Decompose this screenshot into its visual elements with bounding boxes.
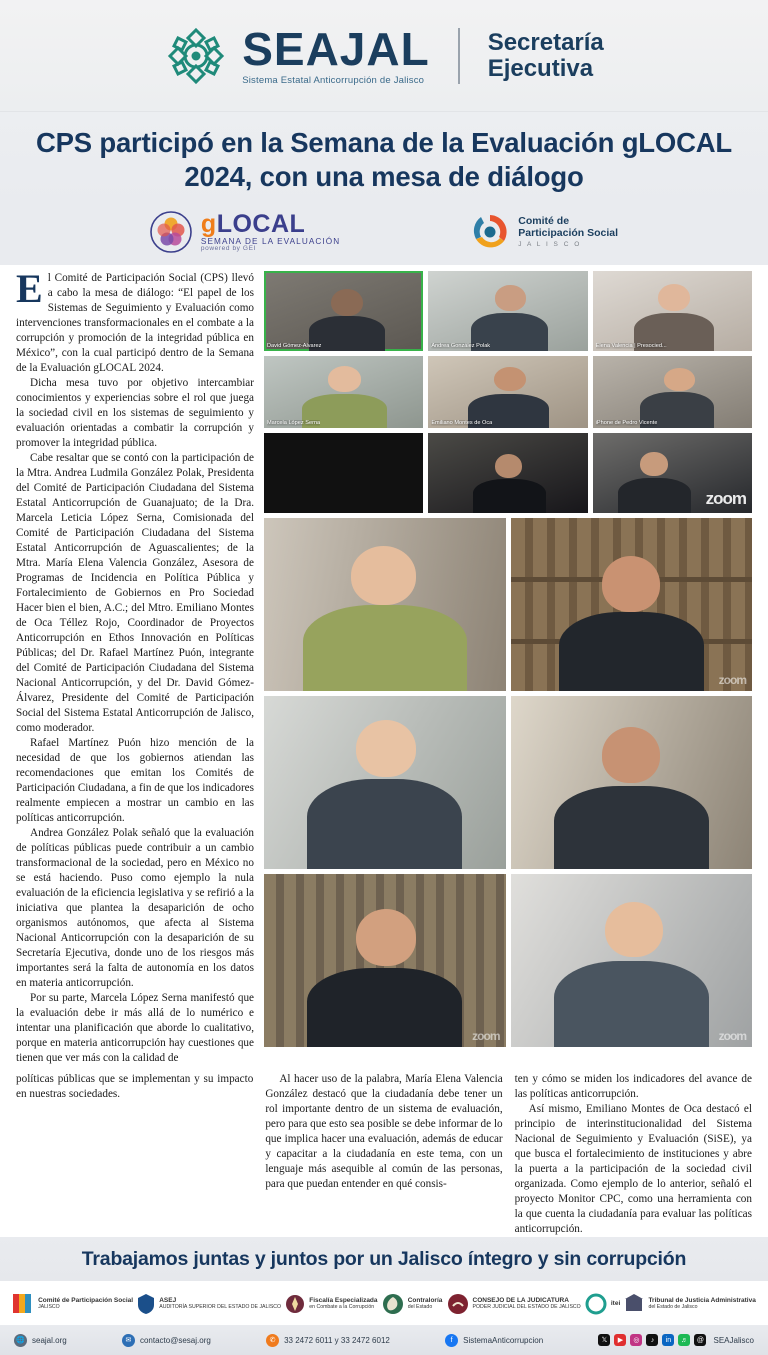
contraloria-logo bbox=[382, 1293, 443, 1315]
bottom-col-2 bbox=[265, 1072, 502, 1237]
seajal-mandala-icon bbox=[164, 24, 228, 88]
video-frame-5 bbox=[428, 356, 587, 428]
secretaria-line-2: Ejecutiva bbox=[487, 54, 594, 82]
zoom-tile-1-name: David Gómez-Álvarez bbox=[267, 343, 322, 350]
tiktok-icon[interactable]: ♪ bbox=[646, 1334, 658, 1346]
seajal-logo bbox=[164, 24, 604, 88]
media-column bbox=[264, 271, 752, 1066]
social-links[interactable] bbox=[598, 1334, 753, 1346]
contact-email[interactable] bbox=[122, 1334, 211, 1347]
website-text: seajal.org bbox=[32, 1335, 67, 1345]
globe-icon: 🌐 bbox=[14, 1334, 27, 1347]
article-paragraph-2: Dicha mesa tuvo por objetivo intercambiar conocimientos y experiencias sobre el rol que juega la sociedad civil en los sistemas de seguimiento y evaluación orientadas a combatir la corrupción y promover la integridad pública. bbox=[16, 377, 254, 450]
institution-logos bbox=[0, 1281, 768, 1325]
article-bottom-columns bbox=[0, 1066, 768, 1237]
zoom-tile-2-name: Andrea González Polak bbox=[431, 343, 491, 350]
asej-icon bbox=[137, 1293, 155, 1315]
participant-shot-6[interactable] bbox=[511, 874, 753, 1047]
bottom-col-3 bbox=[515, 1072, 752, 1237]
contact-bar bbox=[0, 1325, 768, 1355]
zoom-tile-4-name: Marcela López Serna bbox=[267, 420, 321, 427]
contraloria-sub: del Estado bbox=[407, 1303, 433, 1310]
brand-name: SEAJAL bbox=[242, 22, 430, 75]
itei-logo bbox=[585, 1293, 620, 1315]
shot-6-scene bbox=[511, 874, 753, 1047]
cps-logo bbox=[470, 212, 618, 252]
article-paragraph-1-text: l Comité de Participación Social (CPS) llevó a cabo la mesa de diálogo: “El papel de los Sistemas de Seguimiento y Evaluación como intervenciones transformacionales en el combate a la corrupción y promoción de la integridad pública en México”, con la cual participó dentro de la Semana de la Evaluación gLOCAL 2024. bbox=[16, 272, 254, 375]
asej-sub: AUDITORÍA SUPERIOR DEL ESTADO DE JALISCO bbox=[159, 1303, 282, 1310]
phone-icon: ✆ bbox=[266, 1334, 279, 1347]
seajal-wordmark bbox=[242, 22, 430, 86]
instagram-icon[interactable]: ◎ bbox=[630, 1334, 642, 1346]
spotify-icon[interactable]: ♬ bbox=[678, 1334, 690, 1346]
article-paragraph-6: Por su parte, Marcela López Serna manifestó que la evaluación debe ir más allá de lo numérico e intentar una planificación que aborde lo cualitativo, porque en materia anticorrupción hay cuestiones que tienen que ver más con la calidad de bbox=[16, 992, 254, 1065]
itei-name: itei bbox=[610, 1300, 621, 1308]
shot-4-scene bbox=[511, 696, 753, 869]
zoom-tile-3[interactable] bbox=[593, 271, 752, 351]
cps-jalisco-icon bbox=[12, 1292, 34, 1316]
video-frame-6 bbox=[593, 356, 752, 428]
glocal-wordmark bbox=[201, 211, 340, 253]
shot-1-scene bbox=[264, 518, 506, 691]
sub-logos-band bbox=[0, 203, 768, 265]
participant-screenshots bbox=[264, 518, 752, 1047]
consejo-name: CONSEJO DE LA JUDICATURA bbox=[472, 1297, 569, 1305]
fiscalia-name: Fiscalía Especializada bbox=[309, 1297, 378, 1305]
consejo-judicatura-logo bbox=[447, 1293, 581, 1315]
shot-5-scene bbox=[264, 874, 506, 1047]
page-title: CPS participó en la Semana de la Evaluación gLOCAL 2024, con una mesa de diálogo bbox=[35, 127, 733, 192]
article-column-left bbox=[16, 266, 254, 1066]
page-footer bbox=[0, 1237, 768, 1355]
zoom-watermark-grid: zoom bbox=[705, 489, 746, 509]
zoom-tile-2[interactable] bbox=[428, 271, 587, 351]
page-header bbox=[0, 0, 768, 112]
shot-2-watermark: zoom bbox=[718, 673, 746, 688]
cps-wordmark bbox=[518, 215, 618, 249]
glocal-title: gLOCAL bbox=[200, 210, 306, 239]
zoom-tile-9[interactable] bbox=[593, 433, 752, 513]
linkedin-icon[interactable]: in bbox=[662, 1334, 674, 1346]
zoom-tile-8[interactable] bbox=[428, 433, 587, 513]
glocal-logo bbox=[150, 211, 340, 253]
itei-icon bbox=[585, 1293, 607, 1315]
facebook-icon: f bbox=[445, 1334, 458, 1347]
mail-icon: ✉ bbox=[122, 1334, 135, 1347]
tribunal-name: Tribunal de Justicia Administrativa bbox=[648, 1297, 756, 1305]
email-text: contacto@sesaj.org bbox=[139, 1335, 211, 1345]
cps-jalisco-logo bbox=[12, 1292, 133, 1316]
bottom-col-1 bbox=[16, 1072, 253, 1237]
cps-line-3: J A L I S C O bbox=[518, 241, 582, 249]
main-content bbox=[0, 265, 768, 1066]
x-twitter-icon[interactable]: 𝕏 bbox=[598, 1334, 610, 1346]
zoom-meeting-grid bbox=[264, 271, 752, 513]
article-paragraph-8: Al hacer uso de la palabra, María Elena Valencia González destacó que la ciudadanía debe tener un rol importante dentro de un sistema de evaluación, pero para que esto sea posible se debe informar de lo que implica hacer una evaluación, además de educar y capacitar a la ciudadanía en este tema, con un lenguaje más asequible al común de las personas, para que puedan entender en qué consis- bbox=[265, 1073, 503, 1191]
video-frame-4 bbox=[264, 356, 423, 428]
article-paragraph-3: Cabe resaltar que se contó con la participación de la Mtra. Andrea Ludmila González Polak, Presidenta del Comité de Participación Ciudadana del Sistema Estatal Anticorrupción de Guanajuato; de la Dra. Marcela Leticia López Serna, Comisionada del Comité de Participación Ciudadana del Sistema Estatal Anticorrupción de Aguascalientes; de la Mtra. María Elena Valencia González, Asesora de Programas de Incidencia en Política Pública y Fortalecimiento de Gobiernos en Pro Sociedad Hacer bien el bien, A.C.; del Mtro. Emiliano Montes de Oca Téllez Rojo, Coordinador de Proyectos Anticorrupción en Ethos Innovación en Políticas Públicas; del Dr. Rafael Martínez Puón, integrante del Comité de Participación Ciudadana del Sistema Nacional Anticorrupción, y del Dr. David Gómez-Álvarez, Presidente del Comité de Participación Social del Sistema Estatal Anticorrupción de Jalisco, como moderador. bbox=[16, 452, 254, 735]
shot-5-watermark: zoom bbox=[472, 1029, 500, 1044]
asej-logo bbox=[137, 1293, 281, 1315]
fiscalia-logo bbox=[285, 1293, 377, 1315]
video-frame-8 bbox=[428, 433, 587, 513]
consejo-sub: PODER JUDICIAL DEL ESTADO DE JALISCO bbox=[472, 1303, 581, 1310]
glocal-flower-icon bbox=[150, 211, 192, 253]
secretaria-line-1: Secretaría bbox=[487, 28, 604, 56]
fiscalia-sub: en Combate a la Corrupción bbox=[309, 1303, 375, 1310]
cps-jalisco-sub: JALISCO bbox=[38, 1303, 60, 1310]
zoom-tile-5[interactable] bbox=[428, 356, 587, 428]
tribunal-logo bbox=[624, 1293, 755, 1315]
zoom-tile-7[interactable] bbox=[264, 433, 423, 513]
contact-facebook[interactable] bbox=[445, 1334, 543, 1347]
facebook-text: SistemaAnticorrupcion bbox=[463, 1335, 544, 1345]
contact-phone[interactable] bbox=[266, 1334, 390, 1347]
zoom-tile-4[interactable] bbox=[264, 356, 423, 428]
zoom-tile-5-name: Emiliano Montes de Oca bbox=[431, 420, 493, 427]
video-frame-1 bbox=[264, 271, 423, 351]
threads-icon[interactable]: @ bbox=[694, 1334, 706, 1346]
shot-6-watermark: zoom bbox=[718, 1029, 746, 1044]
zoom-tile-3-name: Elena Valencia | Presocied... bbox=[595, 343, 667, 350]
footer-slogan: Trabajamos juntas y juntos por un Jalisco íntegro y sin corrupción bbox=[0, 1237, 768, 1281]
participant-shot-1[interactable] bbox=[264, 518, 506, 691]
contraloria-icon bbox=[382, 1293, 404, 1315]
cps-line-1: Comité de bbox=[518, 215, 570, 228]
glocal-subtitle: SEMANA DE LA EVALUACIÓN bbox=[200, 236, 341, 246]
zoom-tile-6[interactable] bbox=[593, 356, 752, 428]
youtube-icon[interactable]: ▶ bbox=[614, 1334, 626, 1346]
article-paragraph-1 bbox=[16, 266, 254, 376]
social-handle: SEAJalisco bbox=[713, 1335, 754, 1345]
article-paragraph-4: Rafael Martínez Puón hizo mención de la necesidad de que los gobiernos atiendan las recomendaciones que emitan los Comités de Participación Ciudadana, a fin de que los indicadores realmente empiecen a mostrar un cambio en las políticas anticorrupción. bbox=[16, 737, 254, 825]
article-paragraph-5: Andrea González Polak señaló que la evaluación de políticas públicas puede contribuir a un cambio transformacional de la sociedad, pero en México no se está haciendo. Puso como ejemplo la nula evaluación de la eficiencia legislativa y se refirió a la iniciativa que plantea la desaparición de ocho organismos autónomos, que afecta al Sistema Nacional Anticorrupción con la desaparición de su Secretaría Ejecutiva, donde uno de los riesgos más importantes será la falta de autonomía en los datos en materia anticorrupción. bbox=[16, 827, 254, 990]
participant-shot-3[interactable] bbox=[264, 696, 506, 869]
article-paragraph-9: ten y cómo se miden los indicadores del avance de las políticas anticorrupción. bbox=[514, 1073, 752, 1101]
tribunal-sub: del Estado de Jalisco bbox=[648, 1303, 698, 1310]
cps-line-2: Participación Social bbox=[518, 227, 619, 240]
article-paragraph-7: políticas públicas que se implementan y su impacto en nuestras sociedades. bbox=[16, 1073, 254, 1101]
shot-2-scene bbox=[511, 518, 753, 691]
article-paragraph-10: Así mismo, Emiliano Montes de Oca destacó el principio de interinstitucionalidad del Sistema Nacional de Seguimiento y Evaluación (SiSE), ya que busca el fortalecimiento de instituciones y abre la puerta a la participación de la sociedad civil organizada. Como ejemplo de lo anterior, señaló el proyecto Monitor CPC, como una herramienta con la que cuenta la ciudadanía para evaluar las políticas anticorrupción. bbox=[514, 1103, 752, 1236]
fiscalia-icon bbox=[285, 1293, 305, 1315]
zoom-tile-6-name: iPhone de Pedro Vicente bbox=[595, 420, 658, 427]
drop-cap: E bbox=[16, 266, 43, 312]
participant-shot-2[interactable] bbox=[511, 518, 753, 691]
shot-3-scene bbox=[264, 696, 506, 869]
contact-website[interactable] bbox=[14, 1334, 67, 1347]
secretaria-ejecutiva-label bbox=[488, 30, 604, 82]
video-frame-3 bbox=[593, 271, 752, 351]
participant-shot-4[interactable] bbox=[511, 696, 753, 869]
phone-text: 33 2472 6011 y 33 2472 6012 bbox=[284, 1335, 390, 1345]
consejo-judicatura-icon bbox=[447, 1293, 469, 1315]
video-frame-2 bbox=[428, 271, 587, 351]
title-band bbox=[0, 112, 768, 203]
tribunal-icon bbox=[624, 1293, 644, 1315]
contraloria-name: Contraloría bbox=[407, 1297, 443, 1305]
logo-divider bbox=[458, 28, 460, 84]
participant-shot-5[interactable] bbox=[264, 874, 506, 1047]
brand-subtitle: Sistema Estatal Anticorrupción de Jalisco bbox=[242, 74, 425, 86]
zoom-tile-1[interactable] bbox=[264, 271, 423, 351]
cps-jalisco-name: Comité de Participación Social bbox=[38, 1297, 134, 1305]
asej-name: ASEJ bbox=[159, 1297, 177, 1305]
cps-swirl-icon bbox=[470, 212, 510, 252]
glocal-powered: powered by GEI bbox=[200, 245, 256, 253]
